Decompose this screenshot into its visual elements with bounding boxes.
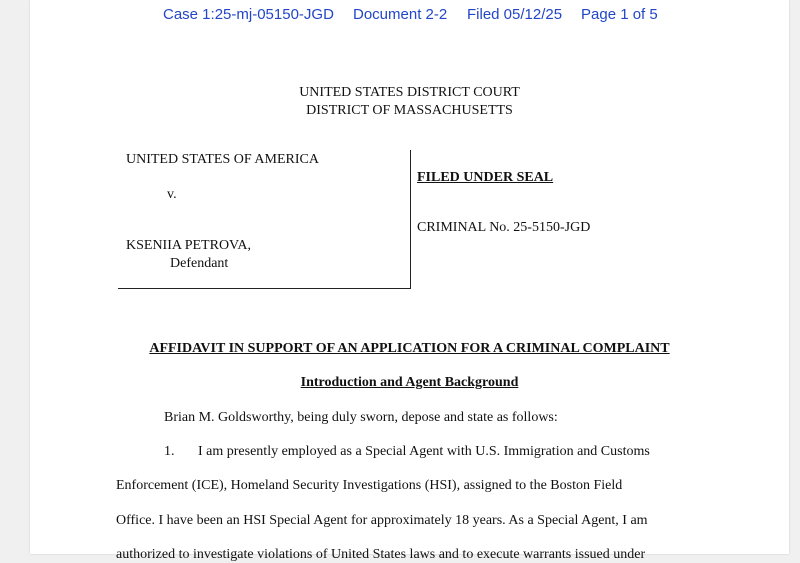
court-name	[30, 84, 789, 120]
defendant-name: KSENIIA PETROVA,	[126, 238, 251, 253]
criminal-number: CRIMINAL No. 25-5150-JGD	[417, 220, 591, 235]
paragraph-line: authorized to investigate violations of United States laws and to execute warrants issued under	[116, 547, 646, 562]
affidavit-title: AFFIDAVIT IN SUPPORT OF AN APPLICATION FOR A CRIMINAL COMPLAINT	[149, 341, 670, 356]
case-number: Case 1:25-mj-05150-JGD	[163, 6, 334, 23]
section-heading: Introduction and Agent Background	[300, 375, 519, 390]
document-number: Document 2-2	[353, 6, 448, 23]
paragraph-line: Enforcement (ICE), Homeland Security Investigations (HSI), assigned to the Boston Field	[116, 478, 623, 493]
page-number: Page 1 of 5	[581, 6, 658, 23]
plaintiff: UNITED STATES OF AMERICA	[126, 152, 319, 167]
intro-paragraph: Brian M. Goldsworthy, being duly sworn, depose and state as follows:	[164, 410, 558, 425]
court-line-1: UNITED STATES DISTRICT COURT	[299, 85, 520, 100]
paragraph-number: 1.	[164, 444, 175, 459]
filed-date: Filed 05/12/25	[467, 6, 563, 23]
document-page	[30, 0, 789, 562]
filed-under-seal: FILED UNDER SEAL	[417, 170, 554, 185]
paragraph-line: I am presently employed as a Special Agent with U.S. Immigration and Customs	[198, 444, 650, 459]
versus: v.	[167, 187, 177, 202]
court-line-2: DISTRICT OF MASSACHUSETTS	[306, 103, 513, 118]
paragraph-line: Office. I have been an HSI Special Agent for approximately 18 years. As a Special Agent, I am	[116, 513, 648, 528]
case-caption-parties	[118, 150, 411, 289]
defendant-label: Defendant	[170, 256, 229, 271]
